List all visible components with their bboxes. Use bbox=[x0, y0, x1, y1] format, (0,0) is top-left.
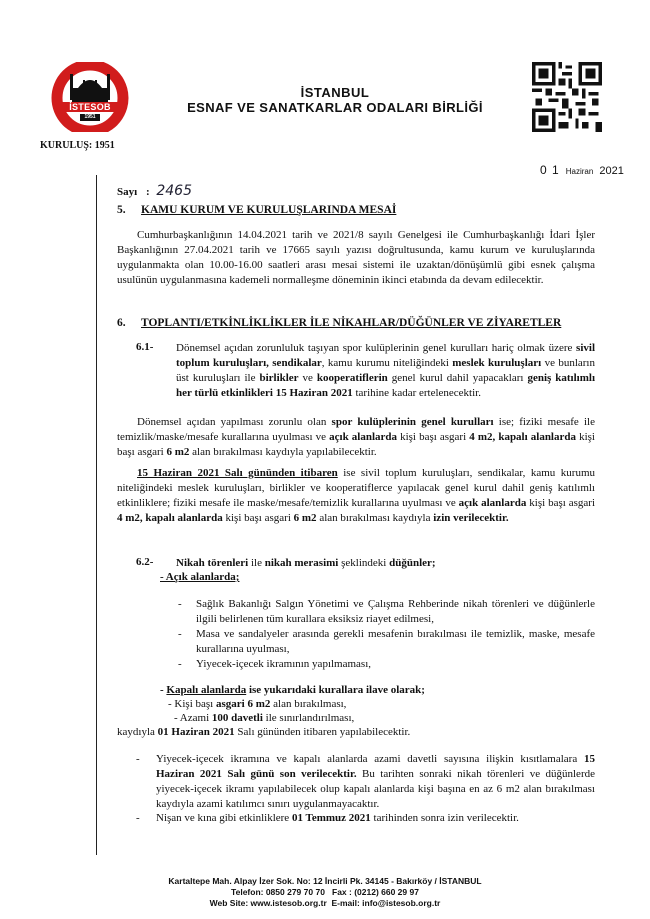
p63-t3: kişi başı asgari bbox=[222, 512, 294, 524]
kapali-prefix: - bbox=[160, 684, 167, 696]
k3-b: 01 Haziran 2021 bbox=[157, 726, 235, 738]
s62-number: 6.2- bbox=[136, 556, 154, 568]
acik-alanlarda-label: - Açık alanlarda; bbox=[160, 571, 240, 583]
p63-b2: 4 m2, kapalı alanlarda bbox=[117, 512, 223, 524]
section5-body bbox=[117, 228, 595, 288]
f1-t1: Yiyecek-içecek ikramına ve kapalı alanlarda azami davetli sayısına ilişkin kısıtlamalara bbox=[156, 753, 584, 765]
p62-b1: spor kulüplerinin genel kurulları bbox=[331, 416, 494, 428]
f2-b1: 01 Temmuz 2021 bbox=[291, 812, 371, 824]
s61-b4: kooperatiflerin bbox=[316, 372, 388, 384]
k1-r: alan bırakılması, bbox=[270, 698, 347, 710]
kapali-item-1 bbox=[168, 698, 346, 710]
p63-t2: kişi başı asgari bbox=[526, 497, 595, 509]
p62-b3: 4 m2, kapalı alanlarda bbox=[469, 431, 576, 443]
date-month: Haziran bbox=[565, 167, 594, 176]
p62-b2: açık alanlarda bbox=[329, 431, 397, 443]
s61-b2: meslek kuruluşları bbox=[452, 357, 542, 369]
p62-t4: kişi başı asgari bbox=[117, 431, 595, 458]
kapali-rest: ise yukarıdaki kurallara ilave olarak; bbox=[246, 684, 425, 696]
kapali-item-3 bbox=[117, 726, 410, 738]
k2-b: 100 davetli bbox=[211, 712, 263, 724]
s61-t6: tarihine kadar ertelenecektir. bbox=[352, 387, 481, 399]
p62-t1: Dönemsel açıdan yapılması zorunlu olan bbox=[137, 416, 332, 428]
istesob-logo bbox=[50, 62, 130, 132]
logo-year: 1951 bbox=[84, 114, 96, 120]
sayi-colon: : bbox=[145, 186, 150, 198]
founded-label: KURULUŞ: 1951 bbox=[40, 140, 115, 151]
footer-address: Kartaltepe Mah. Alpay İzer Sok. No: 12 İncirli Pk. 34145 - Bakırköy / İSTANBUL bbox=[168, 876, 482, 886]
final-2-dash: - bbox=[136, 812, 140, 824]
s61-b1: sivil toplum kuruluşları, sendikalar bbox=[176, 342, 595, 369]
kapali-item-2 bbox=[174, 712, 354, 724]
bullet-1: Sağlık Bakanlığı Salgın Yönetimi ve Çalışma Rehberinde nikah törenleri ve düğünlerle ilgili belirlenen tüm kurallara eksiksiz riayet edilmesi, bbox=[196, 598, 595, 625]
final-1-dash: - bbox=[136, 753, 140, 765]
bullet-1-dash: - bbox=[178, 598, 182, 610]
s62-heading bbox=[176, 556, 595, 571]
sayi-line bbox=[117, 183, 192, 199]
p62-t2: ise; fiziki mesafe ile temizlik/maske/mesafe kurallarına uyulması ve bbox=[117, 416, 595, 443]
s62-t1: Nikah törenleri bbox=[176, 557, 249, 569]
f2-t1: Nişan ve kına gibi etkinliklere bbox=[156, 812, 292, 824]
s61-t2: , kamu kurumu niteliğindeki bbox=[321, 357, 453, 369]
s61-body bbox=[176, 341, 595, 401]
p63-bu1: 15 Haziran 2021 Salı gününden itibaren bbox=[137, 467, 338, 479]
k1-t: - Kişi başı bbox=[168, 698, 216, 710]
s61-t5: genel kurul dahil yapacakları bbox=[387, 372, 528, 384]
k3-r: Salı gününden itibaren yapılabilecektir. bbox=[234, 726, 411, 738]
section5-title: KAMU KURUM VE KURULUŞLARINDA MESAİ bbox=[141, 204, 397, 216]
s61-b3: birlikler bbox=[259, 372, 299, 384]
p63-b4: izin verilecektir. bbox=[433, 512, 509, 524]
p63-b1: açık alanlarda bbox=[458, 497, 527, 509]
sayi-value: 2465 bbox=[156, 183, 192, 199]
kapali-alanlarda-line bbox=[160, 684, 425, 696]
p63-b3: 6 m2 bbox=[293, 512, 317, 524]
k3-t: kaydıyla bbox=[117, 726, 158, 738]
logo-emblem-icon bbox=[50, 62, 130, 132]
s62-t2: ile bbox=[248, 557, 265, 569]
s61-t1: Dönemsel açıdan zorunluluk taşıyan spor kulüplerinin genel kurulları hariç olmak üzere bbox=[176, 342, 577, 354]
footer-phone: Telefon: 0850 279 70 70 Fax : (0212) 660 29 97 bbox=[231, 887, 419, 897]
date-stamp bbox=[540, 163, 624, 177]
sayi-label: Sayı bbox=[117, 186, 138, 198]
k1-b: asgari 6 m2 bbox=[215, 698, 271, 710]
p63-t4: alan bırakılması kaydıyla bbox=[316, 512, 434, 524]
p63-t1: ise sivil toplum kuruluşları, sendikalar, kamu kurumu niteliğindeki meslek kuruluşları, birlikler ve kooperatiflerce yapılacak genel kurul dahil geniş katılımlı etkinliklere; fiziki mesafe ile maske/mesafe/temizlik kurallarına uyulması ve bbox=[117, 467, 595, 509]
logo-text: İSTESOB bbox=[69, 102, 111, 112]
org-title-line2: ESNAF VE SANATKARLAR ODALARI BİRLİĞİ bbox=[187, 100, 483, 115]
f2-t2: tarihinden sonra izin verilecektir. bbox=[370, 812, 519, 824]
k2-t: - Azami bbox=[174, 712, 212, 724]
date-day: 0 1 bbox=[540, 163, 560, 177]
f1-t2: Bu tarihten sonraki nikah törenleri ve düğünlerde yiyecek-içecek ikramı yapılabilecek olup kapalı alanlarda kişi başına en az 6 m2 alan bırakılması kaydıyla azami katılımcı sınırı uygulanmayacaktır. bbox=[156, 768, 595, 810]
qr-code-icon bbox=[532, 62, 602, 132]
bullet-3-dash: - bbox=[178, 658, 182, 670]
s61-b5: geniş katılımlı her türlü etkinlikleri 15 Haziran 2021 bbox=[176, 372, 595, 399]
footer-web: Web Site: www.istesob.org.tr E-mail: info@istesob.org.tr bbox=[209, 898, 441, 908]
org-title-line1: İSTANBUL bbox=[300, 85, 370, 100]
k2-r: ile sınırlandırılması, bbox=[262, 712, 355, 724]
margin-rule bbox=[96, 175, 97, 855]
final-bullet-1 bbox=[156, 752, 595, 812]
s62-t3: şeklindeki bbox=[338, 557, 390, 569]
section6-number: 6. bbox=[117, 317, 126, 329]
s61-t4: ve bbox=[298, 372, 317, 384]
s61-t3: ve bunların üst kuruluşları ile bbox=[176, 357, 595, 384]
s62-b2: düğünler; bbox=[389, 557, 436, 569]
p62-t5: alan bırakılması kaydıyla yapılabilecektir. bbox=[189, 446, 377, 458]
spor-kulupleri-paragraph bbox=[117, 415, 595, 460]
p62-b4: 6 m2 bbox=[166, 446, 190, 458]
bullet-2-dash: - bbox=[178, 628, 182, 640]
bullet-3: Yiyecek-içecek ikramının yapılmaması, bbox=[196, 658, 372, 670]
section6-title: TOPLANTI/ETKİNLİKLİKLER İLE NİKAHLAR/DÜĞÜNLER VE ZİYARETLER bbox=[141, 317, 562, 329]
kapali-label: Kapalı alanlarda bbox=[166, 684, 247, 696]
p62-t3: kişi başı asgari bbox=[397, 431, 470, 443]
f1-b1: 15 Haziran 2021 Salı günü son verilecektir. bbox=[156, 753, 595, 780]
s62-b1: nikah merasimi bbox=[264, 557, 339, 569]
bullet-2: Masa ve sandalyeler arasında gerekli mesafenin bırakılması ile temizlik, maske, mesafe kurallarına uyulması, bbox=[196, 628, 595, 655]
qr-code bbox=[532, 62, 602, 132]
date-year: 2021 bbox=[599, 165, 624, 177]
haziran-15-paragraph bbox=[117, 466, 595, 526]
section5-number: 5. bbox=[117, 204, 126, 216]
final-bullet-2 bbox=[156, 811, 595, 826]
s61-number: 6.1- bbox=[136, 341, 154, 353]
section5-body-text: Cumhurbaşkanlığının 14.04.2021 tarih ve 2021/8 sayılı Genelgesi ile Cumhurbaşkanlığı İdari İşler Başkanlığının 27.04.2021 tarih ve 17665 sayılı yazısı doğrultusunda, kamu kurum ve kuruluşlarında uygulanmakta olan 10.00-16.00 saatleri arası mesai sistemi ile uzaktan/dönüşümlü gibi esnek çalışma usulünün uygulanmasına kademeli normalleşme döneminin ikinci etabında da devam edilecektir. bbox=[117, 229, 595, 286]
